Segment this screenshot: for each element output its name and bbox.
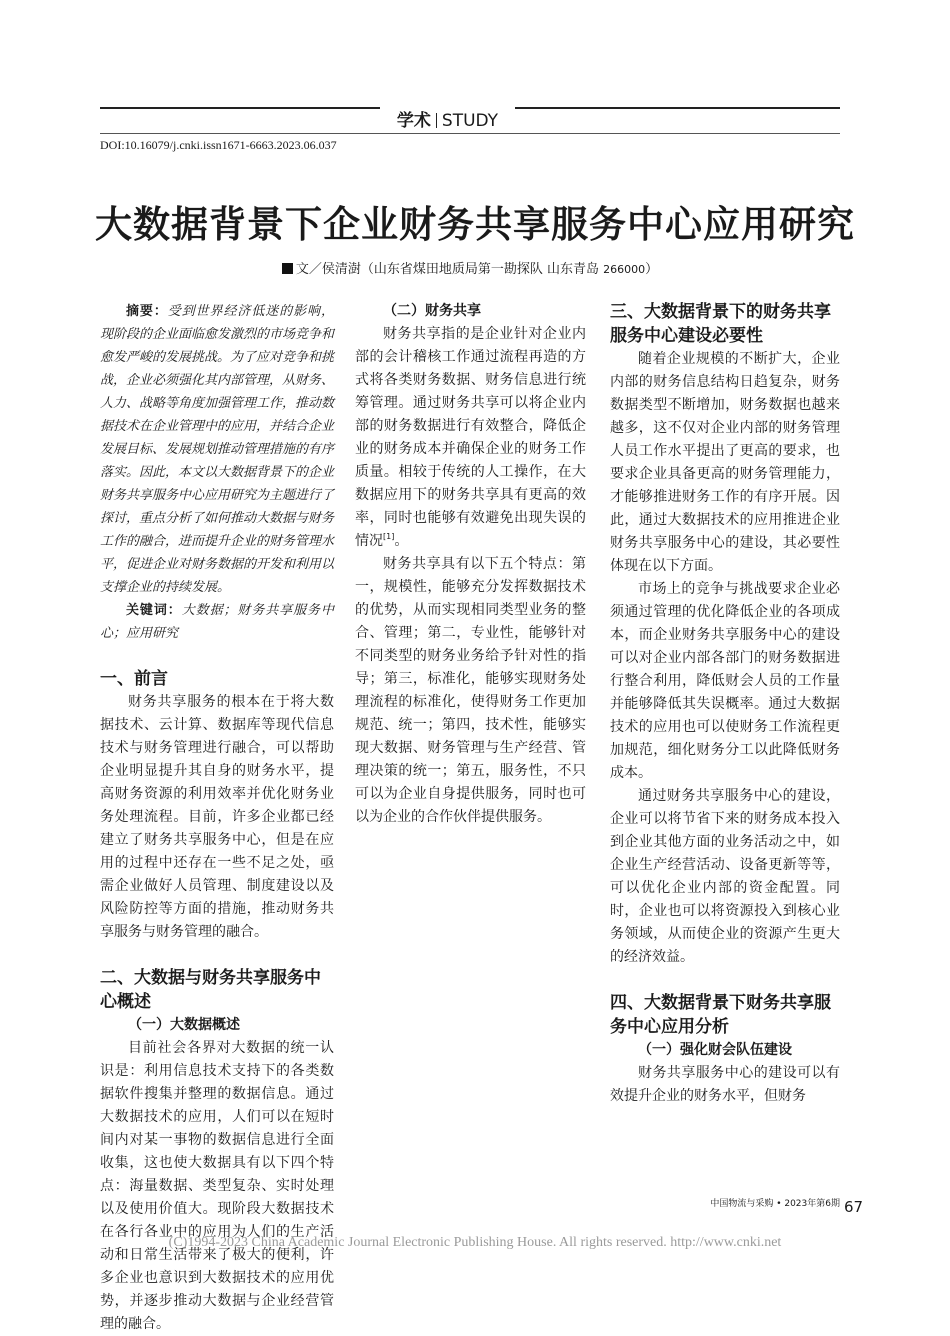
heading-overview: 二、大数据与财务共享服务中心概述 xyxy=(100,968,321,1012)
author-close: ） xyxy=(645,262,659,277)
heading-application: 四、大数据背景下财务共享服务中心应用分析 xyxy=(610,993,831,1037)
paragraph: 财务共享服务的根本在于将大数据技术、云计算、数据库等现代信息技术与财务管理进行融合，可以帮助企业明显提升其自身的财务水平，提高财务资源的利用效率并优化财务业务处理流程。目前，许多企业都已经建立了财务共享服务中心，但是在应用的过程中还存在一些不足之处，亟需企业做好人员管理、制度建设以及风险防控等方面的措施，推动财务共享服务与财务管理的融合。 xyxy=(100,694,334,940)
column-2 xyxy=(355,300,586,829)
page-number: 67 xyxy=(844,1198,864,1216)
copyright-watermark: (C)1994-2023 China Academic Journal Electronic Publishing House. All rights reserved. http://www.cnki.net xyxy=(168,1235,782,1250)
subheading-financial-sharing: （二）财务共享 xyxy=(383,303,481,319)
journal-info: 中国物流与采购 • 2023年第6期 xyxy=(710,1199,840,1209)
author-line xyxy=(100,261,840,279)
paragraph: 随着企业规模的不断扩大，企业内部的财务信息结构日趋复杂，财务数据类型不断增加，财务数据也越来越多，这不仅对企业内部的财务管理人员工作水平提出了更高的要求，也要求企业具备更高的财务管理能力，才能够推进财务工作的有序开展。因此，通过大数据技术的应用推进企业财务共享服务中心的建设，其必要性体现在以下方面。 xyxy=(610,351,840,574)
author-postcode: 266000 xyxy=(603,263,646,276)
header-rule-right xyxy=(515,107,840,109)
keywords-text: 大数据；财务共享服务中心；应用研究 xyxy=(100,603,334,641)
section-label-cn: 学术 xyxy=(396,111,431,131)
column-3 xyxy=(610,300,840,1108)
header-rule-left xyxy=(100,107,380,109)
abstract xyxy=(100,300,334,599)
subheading-big-data-overview: （一）大数据概述 xyxy=(128,1017,240,1033)
heading-necessity: 三、大数据背景下的财务共享服务中心建设必要性 xyxy=(610,302,831,346)
column-1 xyxy=(100,300,334,1336)
paragraph-end: 。 xyxy=(394,533,409,549)
section-label xyxy=(380,110,515,132)
keywords-label: 关键词： xyxy=(126,603,182,618)
paragraph: 财务共享服务中心的建设可以有效提升企业的财务水平，但财务 xyxy=(610,1065,840,1104)
abstract-text: 受到世界经济低迷的影响，现阶段的企业面临愈发激烈的市场竞争和愈发严峻的发展挑战。为了应对竞争和挑战，企业必须强化其内部管理，从财务、人力、战略等角度加强管理工作，推动数据技术在企业管理中的应用，并结合企业发展目标、发展规划推动管理措施的有序落实。因此，本文以大数据背景下的企业财务共享服务中心应用研究为主题进行了探讨，重点分析了如何推动大数据与财务工作的融合，进而提升企业的财务管理水平，促进企业对财务数据的开发和利用以支撑企业的持续发展。 xyxy=(100,304,335,595)
abstract-label: 摘要： xyxy=(126,304,168,319)
author-square-bullet xyxy=(282,263,293,274)
author-name: 文／侯清澍 xyxy=(295,262,361,277)
section-separator xyxy=(436,113,437,128)
paragraph: 财务共享具有以下五个特点：第一，规模性，能够充分发挥数据技术的优势，从而实现相同类型业务的整合、管理；第二，专业性，能够针对不同类型的财务业务给予针对性的指导；第三，标准化，能够实现财务处理流程的标准化，使得财务工作更加规范、统一；第四，技术性，能够实现大数据、财务管理与生产经营、管理决策的统一；第五，服务性，不只可以为企业自身提供服务，同时也可以为企业的合作伙伴提供服务。 xyxy=(355,556,586,825)
doi: DOI:10.16079/j.cnki.issn1671-6663.2023.06.037 xyxy=(100,138,337,152)
paragraph: 目前社会各界对大数据的统一认识是：利用信息技术支持下的各类数据软件搜集并整理的数据信息。通过大数据技术的应用，人们可以在短时间内对某一事物的数据信息进行全面收集，这也使大数据具有以下四个特点：海量数据、类型复杂、实时处理以及使用价值大。现阶段大数据技术在各行各业中的应用为人们的生产活动和日常生活带来了极大的便利，许多企业也意识到大数据技术的应用优势，并逐步推动大数据与企业经营管理的融合。 xyxy=(100,1040,334,1332)
paragraph-text: 财务共享指的是企业针对企业内部的会计稽核工作通过流程再造的方式将各类财务数据、财务信息进行统筹管理。通过财务共享可以将企业内部的财务数据进行有效整合，降低企业的财务成本并确保企业的财务工作质量。相较于传统的人工操作，在大数据应用下的财务共享具有更高的效率，同时也能够有效避免出现失误的情况 xyxy=(355,326,586,549)
reference-1: [1] xyxy=(383,532,395,541)
subheading-team-building: （一）强化财会队伍建设 xyxy=(638,1042,792,1058)
section-label-en: STUDY xyxy=(441,111,499,131)
author-affiliation: （山东省煤田地质局第一勘探队 山东青岛 xyxy=(360,262,604,277)
heading-introduction: 一、前言 xyxy=(100,669,168,689)
paragraph xyxy=(355,323,586,553)
keywords xyxy=(100,599,334,645)
paragraph: 通过财务共享服务中心的建设，企业可以将节省下来的财务成本投入到企业其他方面的业务活动之中，如企业生产经营活动、设备更新等等，可以优化企业内部的资金配置。同时，企业也可以将资源投入到核心业务领域，从而使企业的资源产生更大的经济效益。 xyxy=(610,788,840,965)
paragraph: 市场上的竞争与挑战要求企业必须通过管理的优化降低企业的各项成本，而企业财务共享服务中心的建设可以对企业内部各部门的财务数据进行整合利用，降低财会人员的工作量并能够降低其失误概率。通过大数据技术的应用也可以使财务工作流程更加规范，细化财务分工以此降低财务成本。 xyxy=(610,581,840,781)
article-title: 大数据背景下企业财务共享服务中心应用研究 xyxy=(95,202,855,246)
header-underline xyxy=(100,133,840,134)
